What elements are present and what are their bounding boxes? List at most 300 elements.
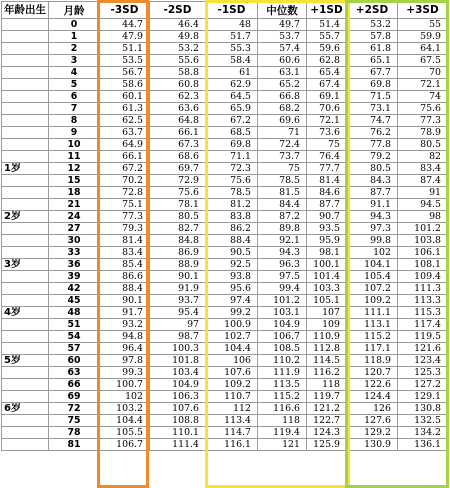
month-cell: 6: [49, 91, 100, 103]
sd-minus2-cell: 78.1: [150, 199, 206, 211]
sd-plus3-cell: 103.8: [398, 235, 448, 247]
sd-minus3-cell: 63.7: [100, 127, 150, 139]
sd-minus3-cell: 60.1: [100, 91, 150, 103]
sd-plus3-cell: 94.5: [398, 199, 448, 211]
sd-plus3-cell: 70: [398, 67, 448, 79]
month-cell: 42: [49, 283, 100, 295]
sd-minus1-cell: 114.7: [206, 427, 258, 439]
sd-minus3-cell: 104.4: [100, 415, 150, 427]
age-cell: [2, 115, 49, 127]
table-row: [2, 247, 448, 259]
sd-plus2-cell: 94.3: [347, 211, 398, 223]
sd-plus1-cell: 105.1: [307, 295, 347, 307]
sd-minus2-cell: 93.7: [150, 295, 206, 307]
sd-minus2-cell: 82.7: [150, 223, 206, 235]
median-cell: 68.2: [258, 103, 307, 115]
sd-plus2-cell: 77.8: [347, 139, 398, 151]
age-cell: [2, 199, 49, 211]
sd-plus3-cell: 109.4: [398, 271, 448, 283]
median-cell: 87.2: [258, 211, 307, 223]
median-cell: 119.4: [258, 427, 307, 439]
sd-minus1-cell: 93.8: [206, 271, 258, 283]
table-row: [2, 199, 448, 211]
header-row: [2, 2, 448, 19]
sd-plus2-cell: 76.2: [347, 127, 398, 139]
age-cell: [2, 31, 49, 43]
table-row: [2, 139, 448, 151]
header-sd-minus1: -1SD: [206, 2, 258, 19]
sd-plus3-cell: 101.2: [398, 223, 448, 235]
sd-minus3-cell: 62.5: [100, 115, 150, 127]
month-cell: 33: [49, 247, 100, 259]
table-row: [2, 307, 448, 319]
month-cell: 81: [49, 439, 100, 451]
sd-plus1-cell: 100.1: [307, 259, 347, 271]
sd-plus3-cell: 74: [398, 91, 448, 103]
table-row: [2, 235, 448, 247]
sd-plus2-cell: 105.4: [347, 271, 398, 283]
sd-plus2-cell: 67.7: [347, 67, 398, 79]
age-cell: [2, 427, 49, 439]
sd-plus2-cell: 79.2: [347, 151, 398, 163]
month-cell: 3: [49, 55, 100, 67]
sd-plus1-cell: 101.4: [307, 271, 347, 283]
month-cell: 72: [49, 403, 100, 415]
sd-minus1-cell: 97.4: [206, 295, 258, 307]
sd-minus3-cell: 66.1: [100, 151, 150, 163]
sd-minus2-cell: 95.4: [150, 307, 206, 319]
table-row: [2, 427, 448, 439]
age-cell: 6岁: [2, 403, 49, 415]
median-cell: 57.4: [258, 43, 307, 55]
age-cell: [2, 391, 49, 403]
table-body: [2, 19, 448, 451]
month-cell: 39: [49, 271, 100, 283]
sd-plus1-cell: 75: [307, 139, 347, 151]
month-cell: 30: [49, 235, 100, 247]
table-row: [2, 103, 448, 115]
age-cell: [2, 367, 49, 379]
age-cell: [2, 43, 49, 55]
table-row: [2, 151, 448, 163]
sd-minus2-cell: 103.4: [150, 367, 206, 379]
month-cell: 8: [49, 115, 100, 127]
age-cell: [2, 295, 49, 307]
sd-minus3-cell: 81.4: [100, 235, 150, 247]
median-cell: 71: [258, 127, 307, 139]
sd-plus3-cell: 91: [398, 187, 448, 199]
sd-plus1-cell: 62.8: [307, 55, 347, 67]
sd-minus3-cell: 83.4: [100, 247, 150, 259]
median-cell: 99.4: [258, 283, 307, 295]
median-cell: 72.4: [258, 139, 307, 151]
median-cell: 106.7: [258, 331, 307, 343]
sd-plus2-cell: 118.9: [347, 355, 398, 367]
sd-minus2-cell: 91.9: [150, 283, 206, 295]
sd-minus3-cell: 64.9: [100, 139, 150, 151]
sd-plus3-cell: 72.1: [398, 79, 448, 91]
table-row: [2, 439, 448, 451]
sd-plus3-cell: 80.5: [398, 139, 448, 151]
sd-minus3-cell: 72.8: [100, 187, 150, 199]
sd-minus2-cell: 66.1: [150, 127, 206, 139]
sd-minus3-cell: 93.2: [100, 319, 150, 331]
age-cell: [2, 439, 49, 451]
sd-plus2-cell: 91.1: [347, 199, 398, 211]
sd-plus1-cell: 90.7: [307, 211, 347, 223]
sd-minus3-cell: 99.3: [100, 367, 150, 379]
sd-minus3-cell: 70.2: [100, 175, 150, 187]
sd-plus2-cell: 117.1: [347, 343, 398, 355]
sd-minus2-cell: 58.8: [150, 67, 206, 79]
sd-plus3-cell: 132.5: [398, 415, 448, 427]
age-cell: [2, 67, 49, 79]
sd-minus3-cell: 100.7: [100, 379, 150, 391]
sd-minus2-cell: 107.6: [150, 403, 206, 415]
sd-minus2-cell: 60.8: [150, 79, 206, 91]
sd-minus1-cell: 72.3: [206, 163, 258, 175]
median-cell: 113.5: [258, 379, 307, 391]
sd-plus3-cell: 98: [398, 211, 448, 223]
sd-plus1-cell: 121.2: [307, 403, 347, 415]
sd-minus1-cell: 90.5: [206, 247, 258, 259]
sd-plus2-cell: 129.2: [347, 427, 398, 439]
age-cell: [2, 187, 49, 199]
sd-plus1-cell: 55.7: [307, 31, 347, 43]
median-cell: 66.8: [258, 91, 307, 103]
age-cell: 1岁: [2, 163, 49, 175]
sd-minus2-cell: 88.9: [150, 259, 206, 271]
header-sd-plus3: +3SD: [398, 2, 448, 19]
sd-plus2-cell: 111.1: [347, 307, 398, 319]
age-cell: [2, 271, 49, 283]
sd-plus3-cell: 129.1: [398, 391, 448, 403]
month-cell: 7: [49, 103, 100, 115]
sd-minus2-cell: 69.7: [150, 163, 206, 175]
sd-minus3-cell: 85.4: [100, 259, 150, 271]
sd-plus2-cell: 57.8: [347, 31, 398, 43]
sd-plus1-cell: 67.4: [307, 79, 347, 91]
median-cell: 115.2: [258, 391, 307, 403]
sd-minus1-cell: 78.5: [206, 187, 258, 199]
sd-plus2-cell: 107.2: [347, 283, 398, 295]
height-reference-table: [1, 1, 448, 451]
table-row: [2, 55, 448, 67]
sd-minus1-cell: 55.3: [206, 43, 258, 55]
age-cell: 2岁: [2, 211, 49, 223]
month-cell: 75: [49, 415, 100, 427]
table-row: [2, 355, 448, 367]
sd-plus3-cell: 78.9: [398, 127, 448, 139]
sd-plus2-cell: 127.6: [347, 415, 398, 427]
sd-minus2-cell: 108.8: [150, 415, 206, 427]
sd-minus3-cell: 47.9: [100, 31, 150, 43]
median-cell: 75: [258, 163, 307, 175]
age-cell: [2, 127, 49, 139]
sd-minus1-cell: 107.6: [206, 367, 258, 379]
sd-minus1-cell: 48: [206, 19, 258, 31]
sd-minus2-cell: 53.2: [150, 43, 206, 55]
month-cell: 0: [49, 19, 100, 31]
table-row: [2, 79, 448, 91]
sd-minus1-cell: 65.9: [206, 103, 258, 115]
sd-plus1-cell: 59.6: [307, 43, 347, 55]
sd-plus2-cell: 120.7: [347, 367, 398, 379]
sd-plus1-cell: 81.4: [307, 175, 347, 187]
sd-minus3-cell: 96.4: [100, 343, 150, 355]
sd-minus2-cell: 68.6: [150, 151, 206, 163]
sd-plus2-cell: 99.8: [347, 235, 398, 247]
sd-plus1-cell: 93.5: [307, 223, 347, 235]
sd-plus3-cell: 106.1: [398, 247, 448, 259]
sd-plus1-cell: 116.2: [307, 367, 347, 379]
median-cell: 96.3: [258, 259, 307, 271]
sd-minus2-cell: 98.7: [150, 331, 206, 343]
table-row: [2, 283, 448, 295]
sd-minus3-cell: 102: [100, 391, 150, 403]
table-row: [2, 175, 448, 187]
sd-plus1-cell: 87.7: [307, 199, 347, 211]
table-row: [2, 319, 448, 331]
age-cell: [2, 415, 49, 427]
sd-minus1-cell: 62.9: [206, 79, 258, 91]
month-cell: 4: [49, 67, 100, 79]
sd-plus3-cell: 108.1: [398, 259, 448, 271]
sd-minus3-cell: 53.5: [100, 55, 150, 67]
sd-minus3-cell: 77.3: [100, 211, 150, 223]
median-cell: 69.6: [258, 115, 307, 127]
sd-plus3-cell: 59.9: [398, 31, 448, 43]
sd-minus1-cell: 64.5: [206, 91, 258, 103]
sd-minus1-cell: 92.5: [206, 259, 258, 271]
sd-minus1-cell: 68.5: [206, 127, 258, 139]
table-row: [2, 403, 448, 415]
sd-minus2-cell: 100.3: [150, 343, 206, 355]
sd-minus1-cell: 88.4: [206, 235, 258, 247]
sd-minus1-cell: 83.8: [206, 211, 258, 223]
sd-minus2-cell: 110.1: [150, 427, 206, 439]
month-cell: 45: [49, 295, 100, 307]
sd-plus2-cell: 69.8: [347, 79, 398, 91]
age-cell: 3岁: [2, 259, 49, 271]
median-cell: 63.1: [258, 67, 307, 79]
sd-plus2-cell: 109.2: [347, 295, 398, 307]
sd-plus2-cell: 97.3: [347, 223, 398, 235]
header-month: 月龄: [49, 2, 100, 19]
month-cell: 57: [49, 343, 100, 355]
sd-minus1-cell: 81.2: [206, 199, 258, 211]
month-cell: 11: [49, 151, 100, 163]
sd-plus3-cell: 115.3: [398, 307, 448, 319]
sd-plus1-cell: 110.9: [307, 331, 347, 343]
table-row: [2, 127, 448, 139]
sd-plus1-cell: 76.4: [307, 151, 347, 163]
sd-minus2-cell: 49.8: [150, 31, 206, 43]
month-cell: 21: [49, 199, 100, 211]
sd-plus1-cell: 69.1: [307, 91, 347, 103]
table-row: [2, 391, 448, 403]
sd-minus2-cell: 90.1: [150, 271, 206, 283]
sd-plus3-cell: 55: [398, 19, 448, 31]
sd-plus1-cell: 73.6: [307, 127, 347, 139]
sd-plus3-cell: 117.4: [398, 319, 448, 331]
sd-plus3-cell: 67.5: [398, 55, 448, 67]
sd-minus3-cell: 58.6: [100, 79, 150, 91]
sd-minus3-cell: 90.1: [100, 295, 150, 307]
sd-minus2-cell: 55.6: [150, 55, 206, 67]
sd-plus1-cell: 65.4: [307, 67, 347, 79]
age-cell: [2, 55, 49, 67]
median-cell: 65.2: [258, 79, 307, 91]
sd-plus1-cell: 70.6: [307, 103, 347, 115]
sd-minus3-cell: 75.1: [100, 199, 150, 211]
sd-minus1-cell: 112: [206, 403, 258, 415]
sd-plus2-cell: 53.2: [347, 19, 398, 31]
sd-minus3-cell: 103.2: [100, 403, 150, 415]
table-row: [2, 187, 448, 199]
sd-plus3-cell: 134.2: [398, 427, 448, 439]
sd-minus3-cell: 94.8: [100, 331, 150, 343]
median-cell: 73.7: [258, 151, 307, 163]
month-cell: 9: [49, 127, 100, 139]
sd-minus2-cell: 86.9: [150, 247, 206, 259]
sd-plus2-cell: 102: [347, 247, 398, 259]
sd-plus2-cell: 65.1: [347, 55, 398, 67]
sd-minus3-cell: 105.5: [100, 427, 150, 439]
table-row: [2, 271, 448, 283]
median-cell: 110.2: [258, 355, 307, 367]
median-cell: 103.1: [258, 307, 307, 319]
sd-minus1-cell: 104.4: [206, 343, 258, 355]
sd-plus2-cell: 84.3: [347, 175, 398, 187]
median-cell: 94.3: [258, 247, 307, 259]
sd-minus2-cell: 104.9: [150, 379, 206, 391]
median-cell: 92.1: [258, 235, 307, 247]
sd-minus1-cell: 61: [206, 67, 258, 79]
sd-minus2-cell: 101.8: [150, 355, 206, 367]
sd-minus2-cell: 106.3: [150, 391, 206, 403]
age-cell: [2, 103, 49, 115]
month-cell: 5: [49, 79, 100, 91]
sd-plus2-cell: 73.1: [347, 103, 398, 115]
sd-minus3-cell: 44.7: [100, 19, 150, 31]
table-row: [2, 295, 448, 307]
sd-plus3-cell: 130.8: [398, 403, 448, 415]
header-median: 中位数: [258, 2, 307, 19]
sd-minus1-cell: 99.2: [206, 307, 258, 319]
month-cell: 60: [49, 355, 100, 367]
sd-plus3-cell: 75.6: [398, 103, 448, 115]
month-cell: 27: [49, 223, 100, 235]
sd-plus3-cell: 111.3: [398, 283, 448, 295]
table-row: [2, 259, 448, 271]
sd-minus1-cell: 75.6: [206, 175, 258, 187]
sd-plus2-cell: 126: [347, 403, 398, 415]
sd-plus3-cell: 119.5: [398, 331, 448, 343]
sd-plus2-cell: 74.7: [347, 115, 398, 127]
header-sd-plus1: +1SD: [307, 2, 347, 19]
sd-plus3-cell: 121.6: [398, 343, 448, 355]
sd-minus1-cell: 71.1: [206, 151, 258, 163]
sd-minus1-cell: 86.2: [206, 223, 258, 235]
sd-plus3-cell: 125.3: [398, 367, 448, 379]
sd-plus2-cell: 130.9: [347, 439, 398, 451]
sd-minus3-cell: 51.1: [100, 43, 150, 55]
sd-minus1-cell: 51.7: [206, 31, 258, 43]
sd-minus3-cell: 67.2: [100, 163, 150, 175]
table-row: [2, 31, 448, 43]
sd-minus1-cell: 116.1: [206, 439, 258, 451]
month-cell: 18: [49, 187, 100, 199]
age-cell: [2, 319, 49, 331]
age-cell: [2, 283, 49, 295]
header-sd-minus3: -3SD: [100, 2, 150, 19]
sd-plus3-cell: 136.1: [398, 439, 448, 451]
sd-minus1-cell: 67.2: [206, 115, 258, 127]
month-cell: 10: [49, 139, 100, 151]
sd-minus2-cell: 46.4: [150, 19, 206, 31]
median-cell: 81.5: [258, 187, 307, 199]
sd-plus3-cell: 113.3: [398, 295, 448, 307]
age-cell: [2, 247, 49, 259]
sd-plus3-cell: 83.4: [398, 163, 448, 175]
month-cell: 48: [49, 307, 100, 319]
sd-plus3-cell: 127.2: [398, 379, 448, 391]
header-age: 年龄出生: [2, 2, 49, 19]
sd-plus2-cell: 80.5: [347, 163, 398, 175]
table-row: [2, 223, 448, 235]
sd-minus2-cell: 72.9: [150, 175, 206, 187]
age-cell: [2, 19, 49, 31]
table-row: [2, 343, 448, 355]
sd-plus2-cell: 71.5: [347, 91, 398, 103]
sd-minus2-cell: 64.8: [150, 115, 206, 127]
sd-plus1-cell: 112.8: [307, 343, 347, 355]
median-cell: 108.5: [258, 343, 307, 355]
sd-plus2-cell: 115.2: [347, 331, 398, 343]
age-cell: [2, 235, 49, 247]
header-sd-plus2: +2SD: [347, 2, 398, 19]
sd-plus1-cell: 103.3: [307, 283, 347, 295]
sd-plus1-cell: 118: [307, 379, 347, 391]
table-row: [2, 211, 448, 223]
sd-plus1-cell: 98.1: [307, 247, 347, 259]
month-cell: 63: [49, 367, 100, 379]
sd-minus1-cell: 106: [206, 355, 258, 367]
sd-minus3-cell: 86.6: [100, 271, 150, 283]
age-cell: [2, 175, 49, 187]
median-cell: 60.6: [258, 55, 307, 67]
sd-plus2-cell: 122.6: [347, 379, 398, 391]
sd-minus2-cell: 97: [150, 319, 206, 331]
sd-plus3-cell: 82: [398, 151, 448, 163]
median-cell: 104.9: [258, 319, 307, 331]
month-cell: 12: [49, 163, 100, 175]
age-cell: [2, 331, 49, 343]
sd-minus2-cell: 75.6: [150, 187, 206, 199]
sd-plus1-cell: 109: [307, 319, 347, 331]
sd-minus2-cell: 62.3: [150, 91, 206, 103]
median-cell: 49.7: [258, 19, 307, 31]
age-cell: [2, 139, 49, 151]
sd-plus2-cell: 61.8: [347, 43, 398, 55]
age-cell: [2, 91, 49, 103]
median-cell: 116.6: [258, 403, 307, 415]
sd-plus2-cell: 113.1: [347, 319, 398, 331]
sd-plus2-cell: 124.4: [347, 391, 398, 403]
median-cell: 78.5: [258, 175, 307, 187]
sd-minus1-cell: 95.6: [206, 283, 258, 295]
